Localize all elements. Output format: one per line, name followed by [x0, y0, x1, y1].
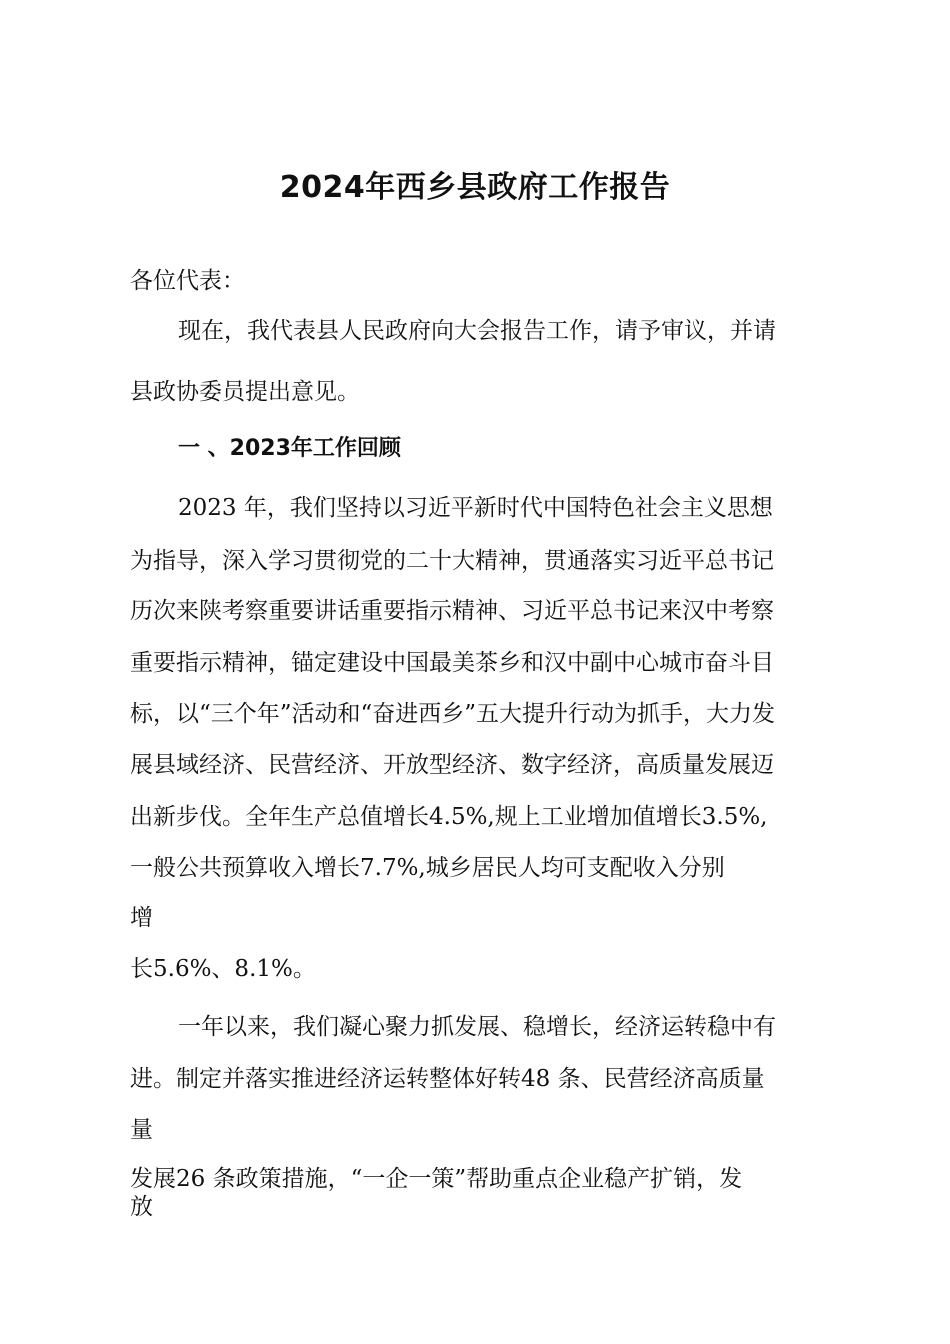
intro-line-2: 县政协委员提出意见。: [130, 379, 360, 405]
document-title: 2024年西乡县政府工作报告: [279, 170, 671, 205]
paragraph1-line: 2023 年，我们坚持以习近平新时代中国特色社会主义思想: [178, 495, 773, 521]
paragraph1-line: 为指导，深入学习贯彻党的二十大精神，贯通落实习近平总书记: [130, 548, 774, 574]
paragraph2-line: 量: [130, 1117, 153, 1143]
paragraph1-line: 一般公共预算收入增长7.7%,城乡居民人均可支配收入分别: [130, 855, 725, 881]
salutation: 各位代表：: [130, 268, 245, 294]
paragraph1-line: 长5.6%、8.1%。: [130, 956, 316, 982]
paragraph2-line: 一年以来，我们凝心聚力抓发展、稳增长，经济运转稳中有: [178, 1014, 776, 1040]
paragraph2-line: 发展26 条政策措施，“一企一策”帮助重点企业稳产扩销，发: [130, 1166, 743, 1192]
paragraph2-line: 放: [130, 1194, 153, 1220]
paragraph1-line: 出新步伐。全年生产总值增长4.5%,规上工业增加值增长3.5%,: [130, 804, 768, 830]
paragraph1-line: 增: [130, 905, 153, 931]
section-heading: 一 、2023年工作回顾: [178, 436, 401, 461]
paragraph1-line: 重要指示精神，锚定建设中国最美茶乡和汉中副中心城市奋斗目: [130, 650, 774, 676]
intro-line-1: 现在，我代表县人民政府向大会报告工作，请予审议，并请: [178, 318, 776, 344]
paragraph2-line: 进。制定并落实推进经济运转整体好转48 条、民营经济高质量: [130, 1066, 765, 1092]
paragraph1-line: 标，以“三个年”活动和“奋进西乡”五大提升行动为抓手，大力发: [130, 701, 776, 727]
paragraph1-line: 历次来陕考察重要讲话重要指示精神、习近平总书记来汉中考察: [130, 598, 774, 624]
paragraph1-line: 展县域经济、民营经济、开放型经济、数字经济，高质量发展迈: [130, 752, 774, 778]
